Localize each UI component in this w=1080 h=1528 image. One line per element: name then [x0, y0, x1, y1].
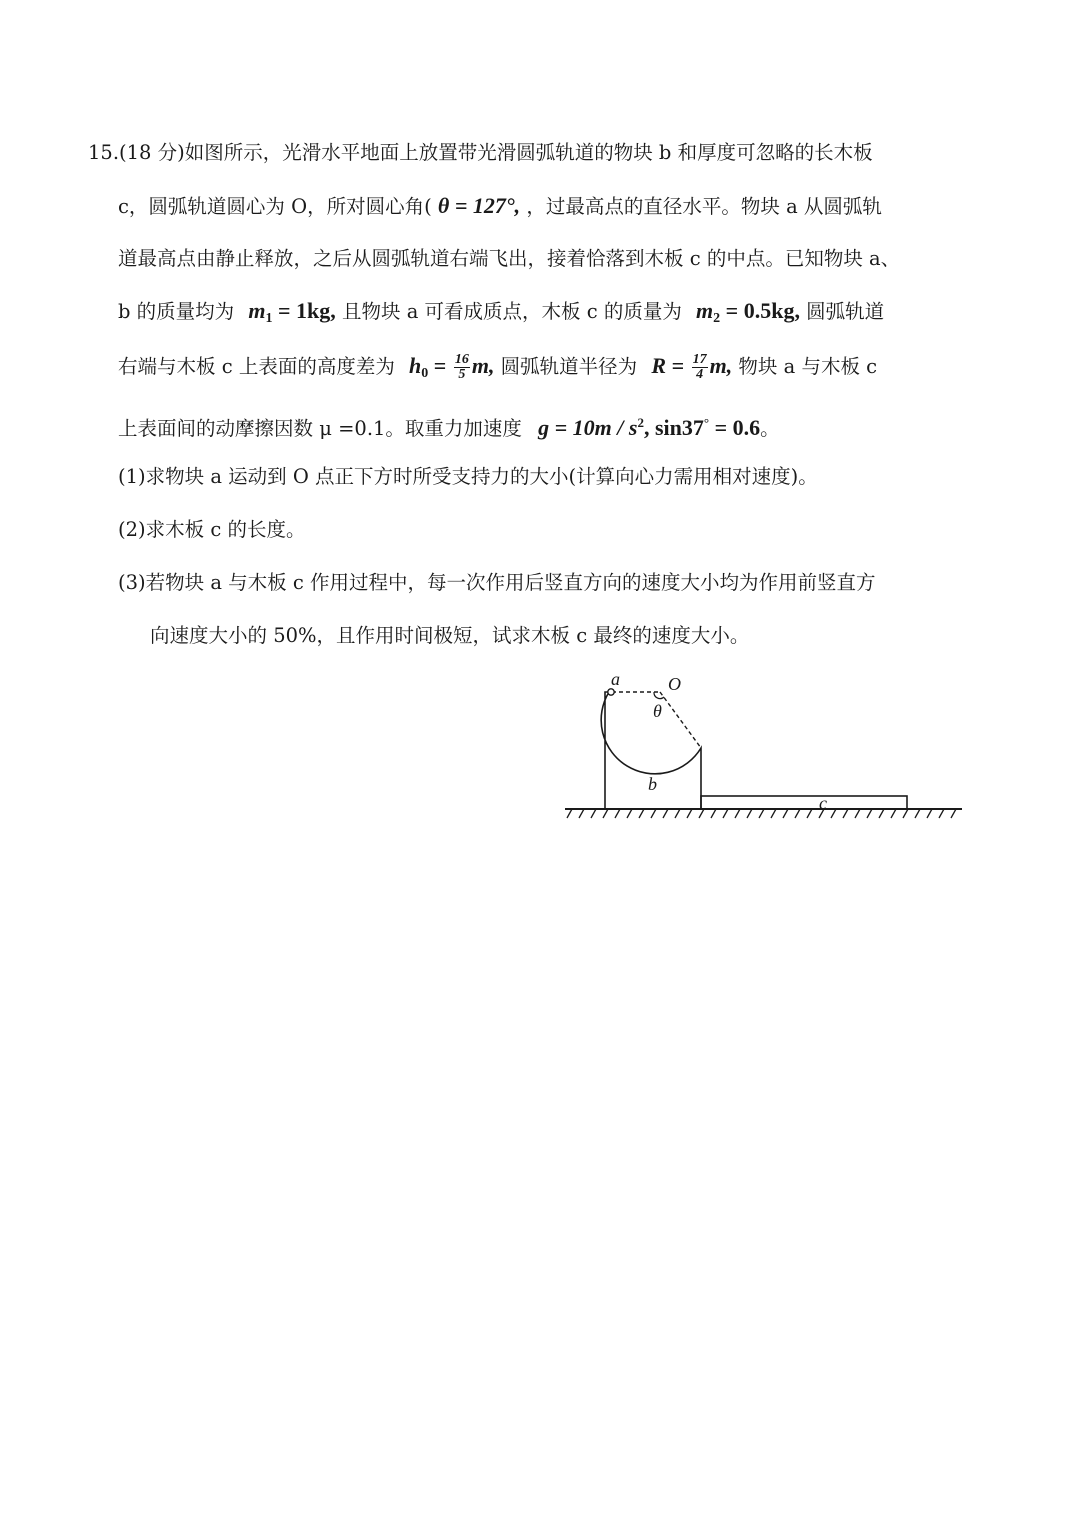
problem-line-1: [88, 138, 873, 168]
angle-formula: θ = 127°,: [437, 193, 521, 218]
problem-line-5: [118, 351, 877, 389]
problem-line-4: [118, 296, 884, 334]
question-3: (3)若物块 a 与木板 c 作用过程中，每一次作用后竖直方向的速度大小均为作用前竖直方: [118, 571, 876, 594]
label-O: O: [668, 674, 681, 694]
problem-text: 圆弧轨道: [806, 300, 885, 323]
height-h0-formula: $h_0$ = $\frac{16}{5}$ m,: [409, 352, 495, 383]
plank-c: [701, 796, 907, 809]
ground-hatching: [567, 809, 956, 818]
label-a: a: [611, 669, 620, 689]
radius-R-formula: R = $\frac{17}{4}$ m,: [651, 352, 733, 383]
label-c: c: [819, 793, 827, 813]
problem-text: c，圆弧轨道圆心为 O，所对圆心角(: [118, 195, 432, 218]
angle-arc: [654, 692, 664, 699]
label-b: b: [648, 774, 657, 794]
problem-line-6: [118, 408, 780, 444]
mass-m1-formula: $m_1 = 1kg$,: [248, 298, 336, 326]
question-1: (1)求物块 a 运动到 O 点正下方时所受支持力的大小(计算向心力需用相对速度)。: [118, 465, 818, 488]
problem-text: 上表面间的动摩擦因数 μ =0.1。取重力加速度: [118, 417, 522, 440]
problem-text: 圆弧轨道半径为: [500, 355, 638, 378]
problem-text: 15.(18 分)如图所示，光滑水平地面上放置带光滑圆弧轨道的物块 b 和厚度可忽略的长木板: [88, 141, 873, 164]
problem-text: 物块 a 与木板 c: [738, 355, 878, 378]
problem-text: 。: [760, 417, 780, 440]
problem-text: b 的质量均为: [118, 300, 235, 323]
gravity-formula: $g = 10m / s^2$, sin37° = 0.6: [538, 415, 761, 440]
radius-dashed: [660, 692, 701, 748]
question-2: (2)求木板 c 的长度。: [118, 518, 306, 541]
problem-line-3: [118, 244, 900, 274]
problem-line-2: [118, 191, 882, 222]
problem-text: 且物块 a 可看成质点，木板 c 的质量为: [342, 300, 682, 323]
label-theta: θ: [653, 701, 662, 721]
object-a: [608, 689, 614, 695]
problem-text: 右端与木板 c 上表面的高度差为: [118, 355, 395, 378]
mass-m2-formula: $m_2 = 0.5kg$,: [696, 298, 800, 326]
problem-text: ，过最高点的直径水平。物块 a 从圆弧轨: [526, 195, 882, 218]
question-3-continued: 向速度大小的 50%，且作用时间极短，试求木板 c 最终的速度大小。: [150, 624, 750, 647]
physics-figure: [560, 668, 970, 828]
problem-text: 道最高点由静止释放，之后从圆弧轨道右端飞出，接着恰落到木板 c 的中点。已知物块 a、: [118, 247, 901, 270]
